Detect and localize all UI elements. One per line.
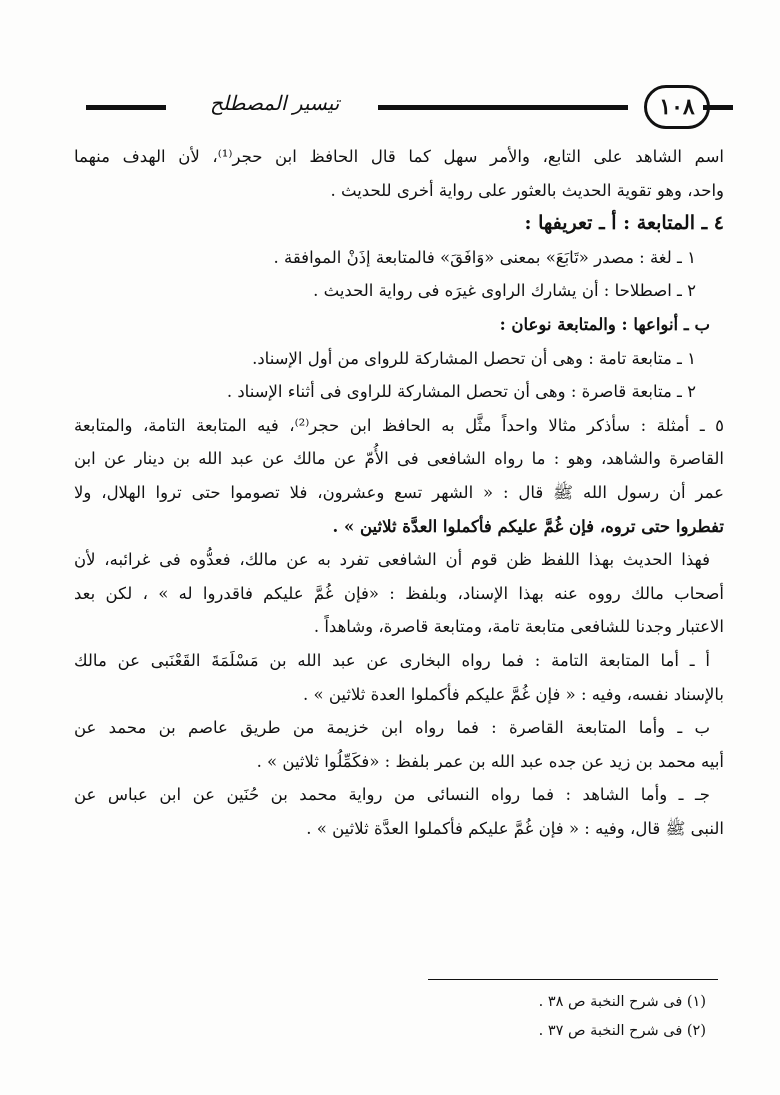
body-line: اسم الشاهد على التابع، والأمر سهل كما قال الحافظ ابن حجر⁽¹⁾، لأن الهدف منهما [74, 147, 724, 166]
body-line: النبى ﷺ قال، وفيه : « فإن غُمَّ عليكم فأكملوا العدَّة ثلاثين » . [306, 818, 724, 838]
body-line: أصحاب مالك رووه عنه بهذا الإسناد، وبلفظ : «فإن غُمَّ عليكم فاقدروا له » ، لكن بعد [74, 583, 724, 603]
page-header [78, 85, 718, 129]
body-line: أ ـ أما المتابعة التامة : فما رواه البخارى عن عبد الله بن مَسْلَمَةَ القَعْنَبى عن مالك [74, 650, 710, 670]
body-line: بالإسناد نفسه، وفيه : « فإن غُمَّ عليكم فأكملوا العدة ثلاثين » . [303, 684, 724, 704]
header-rule-right [703, 105, 733, 110]
body-line: ب ـ وأما المتابعة القاصرة : فما رواه ابن خزيمة من طريق عاصم بن محمد عن [74, 718, 710, 738]
section-heading: ٤ ـ المتابعة : أ ـ تعريفها : [524, 212, 724, 235]
page-number: ١٠٨ [644, 85, 710, 129]
page-body [74, 140, 724, 845]
body-line: جـ ـ وأما الشاهد : فما رواه النسائى من رواية محمد بن حُنَين عن ابن عباس عن [74, 785, 710, 805]
header-rule-middle [378, 105, 628, 110]
footnotes [306, 988, 706, 1046]
header-rule-left [86, 105, 166, 110]
body-line: ٥ ـ أمثلة : سأذكر مثالا واحداً مثَّل به الحافظ ابن حجر⁽²⁾، فيه المتابعة التامة، والمتابعة [74, 415, 724, 435]
body-line: القاصرة والشاهد، وهو : ما رواه الشافعى فى الأُمّ عن مالك عن عبد الله بن دينار عن ابن [74, 449, 724, 469]
body-line: أبيه محمد بن زيد عن جده عبد الله بن عمر بلفظ : «فكَمِّلُوا ثلاثين » . [256, 751, 724, 771]
footnote-2: (٢) فى شرح النخبة ص ٣٧ . [538, 1023, 706, 1039]
book-title: تيسير المصطلح [210, 91, 340, 115]
body-line: ٢ ـ متابعة قاصرة : وهى أن تحصل المشاركة للراوى فى أثناء الإسناد . [226, 382, 696, 402]
body-line: ٢ ـ اصطلاحا : أن يشارك الراوى غيرَه فى رواية الحديث . [313, 281, 696, 301]
subsection-heading: ب ـ أنواعها : والمتابعة نوعان : [499, 314, 710, 334]
body-line: واحد، وهو تقوية الحديث بالعثور على رواية أخرى للحديث . [330, 180, 724, 200]
body-line: ١ ـ متابعة تامة : وهى أن تحصل المشاركة للرواى من أول الإسناد. [252, 348, 696, 368]
footnote-1: (١) فى شرح النخبة ص ٣٨ . [538, 994, 706, 1010]
footnote-separator [428, 979, 718, 980]
hadith-line: تفطروا حتى تروه، فإن غُمَّ عليكم فأكملوا العدَّة ثلاثين » . [332, 516, 724, 536]
body-line: فهذا الحديث بهذا اللفظ ظن قوم أن الشافعى تفرد به عن مالك، فعدُّوه فى غرائبه، لأن [74, 550, 710, 570]
body-line: الاعتبار وجدنا للشافعى متابعة تامة، ومتابعة قاصرة، وشاهداً . [313, 617, 724, 637]
body-line: عمر أن رسول الله ﷺ قال : « الشهر تسع وعشرون، فلا تصوموا حتى تروا الهلال، ولا [74, 482, 724, 502]
body-line: ١ ـ لغة : مصدر «تَابَعَ» بمعنى «وَافَقَ» فالمتابعة إذَنْ الموافقة . [273, 247, 696, 267]
